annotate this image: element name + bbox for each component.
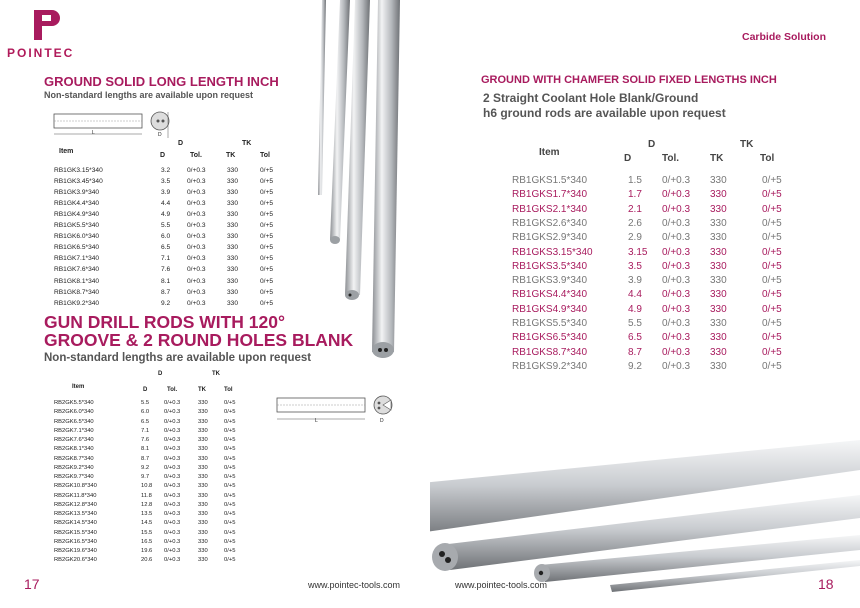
cell-tk: 330 xyxy=(198,529,208,536)
cell-tol: 0/+0.3 xyxy=(164,437,181,443)
right-subtitle-line1: 2 Straight Coolant Hole Blank/Ground xyxy=(483,91,699,105)
cell-tol: 0/+0.3 xyxy=(164,501,181,508)
cell-tol: 0/+0.3 xyxy=(662,318,691,329)
header-d-group: D xyxy=(648,139,656,150)
cell-d: 5.5 xyxy=(141,400,150,406)
cell-tol: 0/+0.3 xyxy=(187,244,206,252)
cell-d: 9.7 xyxy=(141,474,150,480)
cell-item: RB1GK7.1*340 xyxy=(54,255,100,263)
cell-tk: 330 xyxy=(227,299,239,307)
cell-tk: 330 xyxy=(710,318,727,329)
cell-item: RB2GK6.5*340 xyxy=(54,418,94,425)
cell-tk: 330 xyxy=(227,266,239,274)
cell-tk: 330 xyxy=(198,455,208,462)
cell-d: 7.1 xyxy=(161,255,171,263)
table-row xyxy=(54,178,314,189)
cell-tk: 330 xyxy=(227,244,239,252)
section1-subtitle: Non-standard lengths are available upon request xyxy=(44,90,254,100)
cell-tol2: 0/+5 xyxy=(762,189,782,201)
table-row xyxy=(512,189,812,203)
cell-item: RB2GK6.0*340 xyxy=(54,409,94,416)
cell-item: RB2GK8.7*340 xyxy=(54,455,94,462)
cell-tol2: 0/+5 xyxy=(260,167,274,174)
cell-item: RB1GK8.1*340 xyxy=(54,277,100,285)
cell-tol: 0/+0.3 xyxy=(662,360,691,372)
cell-tk: 330 xyxy=(710,246,727,258)
cell-tol2: 0/+5 xyxy=(224,464,236,471)
cell-tk: 330 xyxy=(710,175,727,186)
section2-title-line2: GROOVE & 2 ROUND HOLES BLANK xyxy=(44,330,354,350)
cell-tk: 330 xyxy=(227,167,239,174)
cell-d: 1.7 xyxy=(628,189,642,201)
cell-d: 9.2 xyxy=(141,464,150,471)
cell-tol: 0/+0.3 xyxy=(164,474,181,480)
cell-tk: 330 xyxy=(198,520,208,527)
cell-d: 3.9 xyxy=(628,275,642,287)
cell-tol2: 0/+5 xyxy=(762,217,782,229)
cell-tk: 330 xyxy=(198,548,208,554)
cell-tk: 330 xyxy=(198,437,208,443)
table-row xyxy=(512,289,812,303)
cell-item: RB1GKS1.5*340 xyxy=(512,175,588,186)
cell-tol2: 0/+5 xyxy=(260,288,274,296)
cell-d: 7.6 xyxy=(141,437,150,443)
cell-d: 2.9 xyxy=(628,232,642,244)
cell-tol: 0/+0.3 xyxy=(662,217,691,229)
cell-tk: 330 xyxy=(198,418,208,425)
cell-tk: 330 xyxy=(227,211,239,219)
table-row xyxy=(512,232,812,246)
cell-d: 9.2 xyxy=(161,299,171,307)
table-row xyxy=(512,361,812,375)
cell-d: 7.6 xyxy=(161,266,171,274)
cell-d: 2.6 xyxy=(628,217,642,229)
table-row xyxy=(512,247,812,261)
cell-d: 3.9 xyxy=(161,189,171,197)
cell-tol: 0/+0.3 xyxy=(187,288,206,296)
table-row xyxy=(54,278,314,289)
cell-tol2: 0/+5 xyxy=(224,520,236,527)
cell-d: 20.6 xyxy=(141,557,153,564)
cell-d: 14.5 xyxy=(141,520,153,527)
header-tk: TK xyxy=(226,152,236,159)
cell-item: RB2GK11.8*340 xyxy=(54,492,97,499)
right-subtitle-line2: h6 ground rods are available upon request xyxy=(483,106,726,120)
cell-tol2: 0/+5 xyxy=(762,246,782,258)
cell-tk: 330 xyxy=(198,409,208,416)
cell-item: RB2GK13.5*340 xyxy=(54,511,97,517)
cell-tol: 0/+0.3 xyxy=(164,548,181,554)
cell-d: 7.1 xyxy=(141,427,150,434)
cell-tol: 0/+0.3 xyxy=(187,167,206,174)
right-table xyxy=(512,138,792,378)
cell-tk: 330 xyxy=(198,557,208,564)
cell-d: 6.5 xyxy=(628,332,642,344)
cell-item: RB2GK15.5*340 xyxy=(54,529,97,536)
cell-d: 8.1 xyxy=(141,446,150,453)
cell-d: 4.4 xyxy=(161,200,171,208)
cell-item: RB1GKS9.2*340 xyxy=(512,360,588,372)
cell-d: 4.9 xyxy=(161,211,171,219)
cell-item: RB1GKS2.9*340 xyxy=(512,232,588,244)
cell-tol: 0/+0.3 xyxy=(662,289,691,301)
right-title: GROUND WITH CHAMFER SOLID FIXED LENGTHS INCH xyxy=(481,74,777,86)
cell-tol2: 0/+5 xyxy=(260,222,274,230)
table-row xyxy=(54,200,314,211)
cell-tol2: 0/+5 xyxy=(762,360,782,372)
header-tol: Tol. xyxy=(167,387,178,393)
cell-d: 6.0 xyxy=(161,233,171,241)
header-tol2: Tol xyxy=(760,153,775,164)
cell-tol2: 0/+5 xyxy=(762,318,782,329)
cell-tol2: 0/+5 xyxy=(224,446,236,453)
cell-tol2: 0/+5 xyxy=(762,303,782,315)
cell-tol: 0/+0.3 xyxy=(187,178,206,186)
cell-tol2: 0/+5 xyxy=(260,266,274,274)
cell-item: RB2GK9.7*340 xyxy=(54,474,94,480)
table-row xyxy=(512,175,812,189)
cell-tol2: 0/+5 xyxy=(762,203,782,215)
cell-tol: 0/+0.3 xyxy=(662,275,691,287)
table-row xyxy=(512,332,812,346)
website-url-left[interactable]: www.pointec-tools.com xyxy=(308,580,401,590)
cell-tol: 0/+0.3 xyxy=(662,346,691,358)
cell-tol2: 0/+5 xyxy=(762,332,782,344)
cell-item: RB1GK4.4*340 xyxy=(54,200,100,208)
cell-tol: 0/+0.3 xyxy=(662,260,691,272)
cell-tol2: 0/+5 xyxy=(260,277,274,285)
cell-tk: 330 xyxy=(198,538,208,545)
cell-tol: 0/+0.3 xyxy=(164,446,181,453)
cell-tol2: 0/+5 xyxy=(224,492,236,499)
cell-tol2: 0/+5 xyxy=(224,529,236,536)
cell-item: RB2GK19.6*340 xyxy=(54,548,97,554)
cell-tol: 0/+0.3 xyxy=(164,400,181,406)
cell-item: RB1GKS6.5*340 xyxy=(512,332,588,344)
header-d-group: D xyxy=(178,140,184,147)
section2-title-line1: GUN DRILL RODS WITH 120° xyxy=(44,312,286,332)
section2-table xyxy=(54,371,294,571)
cell-tol: 0/+0.3 xyxy=(187,200,206,208)
cell-tol: 0/+0.3 xyxy=(164,511,181,517)
table-row xyxy=(512,318,812,332)
header-item: Item xyxy=(539,147,560,158)
cell-tk: 330 xyxy=(710,217,727,229)
diagram2-length-label: L xyxy=(315,418,318,424)
cell-item: RB1GKS8.7*340 xyxy=(512,346,588,358)
cell-tol2: 0/+5 xyxy=(224,474,236,480)
cell-item: RB1GKS2.1*340 xyxy=(512,203,588,215)
table-row xyxy=(54,557,314,568)
cell-d: 3.15 xyxy=(628,246,648,258)
cell-tol: 0/+0.3 xyxy=(164,427,181,434)
cell-d: 4.9 xyxy=(628,303,642,315)
cell-item: RB1GKS3.5*340 xyxy=(512,260,588,272)
header-carbide-solution: Carbide Solution xyxy=(742,31,826,43)
cell-d: 11.8 xyxy=(141,492,152,499)
header-item: Item xyxy=(59,148,74,155)
cell-d: 10.8 xyxy=(141,483,153,490)
cell-item: RB1GKS2.6*340 xyxy=(512,217,588,229)
cell-tk: 330 xyxy=(198,427,208,434)
cell-item: RB2GK16.5*340 xyxy=(54,538,97,545)
website-url-right[interactable]: www.pointec-tools.com xyxy=(455,580,548,590)
cell-tol2: 0/+5 xyxy=(762,260,782,272)
cell-d: 4.4 xyxy=(628,289,642,301)
header-d: D xyxy=(143,387,148,393)
cell-item: RB2GK14.5*340 xyxy=(54,520,97,527)
cell-item: RB1GKS3.15*340 xyxy=(512,246,593,258)
cell-d: 5.5 xyxy=(161,222,171,230)
cell-tol2: 0/+5 xyxy=(224,511,236,517)
cell-tol: 0/+0.3 xyxy=(164,520,181,527)
cell-d: 16.5 xyxy=(141,538,153,545)
cell-item: RB2GK7.6*340 xyxy=(54,437,94,443)
pointec-logo-icon xyxy=(32,8,60,42)
cell-tk: 330 xyxy=(710,275,727,287)
cell-item: RB2GK12.8*340 xyxy=(54,501,97,508)
cell-tol2: 0/+5 xyxy=(224,501,236,508)
table-row xyxy=(512,204,812,218)
cell-d: 13.5 xyxy=(141,511,153,517)
cell-d: 6.0 xyxy=(141,409,150,416)
cell-tol: 0/+0.3 xyxy=(187,277,206,285)
cell-tk: 330 xyxy=(227,255,239,263)
cell-tk: 330 xyxy=(227,200,239,208)
cell-tol2: 0/+5 xyxy=(224,483,236,490)
cell-item: RB1GK5.5*340 xyxy=(54,222,100,230)
section1-title: GROUND SOLID LONG LENGTH INCH xyxy=(44,74,279,89)
cell-d: 8.7 xyxy=(161,288,171,296)
cell-item: RB2GK8.1*340 xyxy=(54,446,94,453)
cell-tol: 0/+0.3 xyxy=(164,418,181,425)
table-row xyxy=(512,218,812,232)
cell-tol: 0/+0.3 xyxy=(164,464,181,471)
cell-tk: 330 xyxy=(198,492,208,499)
cell-d: 8.7 xyxy=(628,346,642,358)
cell-tk: 330 xyxy=(710,332,727,344)
header-d: D xyxy=(624,153,632,164)
cell-tol2: 0/+5 xyxy=(224,548,236,554)
header-tk-group: TK xyxy=(740,139,754,150)
cell-tol2: 0/+5 xyxy=(260,211,274,219)
cell-tol2: 0/+5 xyxy=(260,189,274,197)
table-row xyxy=(54,222,314,233)
table-row xyxy=(54,244,314,255)
cell-d: 5.5 xyxy=(628,318,642,329)
cell-tol: 0/+0.3 xyxy=(662,175,691,186)
right-subtitle xyxy=(483,91,726,121)
cell-d: 1.5 xyxy=(628,175,642,186)
cell-d: 8.1 xyxy=(161,277,171,285)
cell-d: 2.1 xyxy=(628,203,642,215)
cell-d: 3.5 xyxy=(628,260,642,272)
cell-tk: 330 xyxy=(710,289,727,301)
cell-tol: 0/+0.3 xyxy=(164,492,181,499)
cell-d: 19.6 xyxy=(141,548,153,554)
diagram-length-label: L xyxy=(92,130,95,136)
cell-tol2: 0/+5 xyxy=(260,299,274,307)
table-row xyxy=(512,304,812,318)
table-row xyxy=(54,300,314,311)
header-tol2: Tol xyxy=(260,152,270,159)
cell-item: RB1GK6.5*340 xyxy=(54,244,100,252)
header-item: Item xyxy=(72,384,85,390)
table-row xyxy=(54,289,314,300)
cell-item: RB1GK6.0*340 xyxy=(54,233,100,241)
section2-subtitle: Non-standard lengths are available upon request xyxy=(44,352,312,364)
cell-item: RB1GK4.9*340 xyxy=(54,211,100,219)
cell-tk: 330 xyxy=(198,474,208,480)
cell-tol: 0/+0.3 xyxy=(662,303,691,315)
cell-item: RB2GK7.1*340 xyxy=(54,427,94,434)
cell-tk: 330 xyxy=(710,203,727,215)
cell-tol: 0/+0.3 xyxy=(187,211,206,219)
cell-tk: 330 xyxy=(227,288,239,296)
cell-item: RB1GK7.6*340 xyxy=(54,266,100,274)
cell-tol: 0/+0.3 xyxy=(187,266,206,274)
cell-d: 6.5 xyxy=(161,244,171,252)
cell-tk: 330 xyxy=(710,360,727,372)
cell-tol2: 0/+5 xyxy=(224,455,236,462)
cell-tk: 330 xyxy=(227,178,239,186)
cell-tk: 330 xyxy=(227,222,239,230)
right-page xyxy=(430,0,860,608)
cell-tol: 0/+0.3 xyxy=(662,203,691,215)
brand-name: POINTEC xyxy=(7,46,75,60)
cell-tk: 330 xyxy=(710,346,727,358)
cell-tol2: 0/+5 xyxy=(260,200,274,208)
cell-tol: 0/+0.3 xyxy=(187,233,206,241)
cell-tk: 330 xyxy=(198,483,208,490)
cell-tol2: 0/+5 xyxy=(224,409,236,416)
cell-item: RB2GK9.2*340 xyxy=(54,464,94,471)
cell-tol2: 0/+5 xyxy=(224,437,236,443)
cell-tk: 330 xyxy=(710,260,727,272)
cell-tol2: 0/+5 xyxy=(260,255,274,263)
cell-tol2: 0/+5 xyxy=(224,427,236,434)
table-row xyxy=(54,266,314,277)
cell-item: RB1GKS4.4*340 xyxy=(512,289,588,301)
cell-item: RB1GKS4.9*340 xyxy=(512,303,588,315)
cell-tk: 330 xyxy=(227,277,239,285)
cell-tol: 0/+0.3 xyxy=(164,529,181,536)
cell-tk: 330 xyxy=(710,189,727,201)
cell-tk: 330 xyxy=(198,464,208,471)
table-row xyxy=(54,255,314,266)
header-tk: TK xyxy=(198,387,206,393)
cell-tk: 330 xyxy=(227,233,239,241)
cell-tk: 330 xyxy=(198,400,208,406)
header-d: D xyxy=(160,152,166,159)
header-d-group: D xyxy=(158,371,163,377)
cell-tk: 330 xyxy=(198,446,208,453)
header-tol: Tol. xyxy=(190,152,202,159)
cell-tol2: 0/+5 xyxy=(762,289,782,301)
header-tol: Tol. xyxy=(662,153,680,164)
cell-tol: 0/+0.3 xyxy=(187,299,206,307)
cell-d: 3.5 xyxy=(161,178,171,186)
cell-tol: 0/+0.3 xyxy=(187,189,206,197)
cell-tol: 0/+0.3 xyxy=(662,189,691,201)
cell-tk: 330 xyxy=(198,501,208,508)
cell-tol2: 0/+5 xyxy=(224,400,236,406)
cell-d: 3.2 xyxy=(161,167,171,174)
cell-tol: 0/+0.3 xyxy=(164,455,181,462)
table-row xyxy=(512,347,812,361)
cell-tk: 330 xyxy=(710,232,727,244)
section2-title xyxy=(44,313,353,349)
cell-tol2: 0/+5 xyxy=(762,275,782,287)
cell-tol: 0/+0.3 xyxy=(187,255,206,263)
cell-item: RB1GK3.15*340 xyxy=(54,167,103,174)
cell-tol2: 0/+5 xyxy=(224,557,236,564)
cell-tol2: 0/+5 xyxy=(762,346,782,358)
cell-d: 6.5 xyxy=(141,418,150,425)
table-row xyxy=(54,167,314,178)
cell-d: 15.5 xyxy=(141,529,153,536)
cell-item: RB2GK5.5*340 xyxy=(54,400,94,406)
cell-tol2: 0/+5 xyxy=(762,175,782,186)
cell-item: RB1GK3.9*340 xyxy=(54,189,100,197)
section1-table xyxy=(54,140,294,310)
cell-tol2: 0/+5 xyxy=(260,244,274,252)
diagram-diameter-label: D xyxy=(158,132,162,138)
cell-tol: 0/+0.3 xyxy=(164,483,181,490)
table-row xyxy=(512,261,812,275)
header-tol2: Tol xyxy=(224,387,233,393)
cell-tk: 330 xyxy=(227,189,239,197)
cell-tol: 0/+0.3 xyxy=(164,557,181,564)
cell-item: RB1GK3.45*340 xyxy=(54,178,103,186)
cell-tol: 0/+0.3 xyxy=(662,246,691,258)
cell-tol2: 0/+5 xyxy=(260,178,274,186)
cell-tol: 0/+0.3 xyxy=(662,232,691,244)
diagram2-diameter-label: D xyxy=(380,418,384,424)
cell-d: 12.8 xyxy=(141,501,153,508)
cell-item: RB2GK20.6*340 xyxy=(54,557,97,564)
header-tk-group: TK xyxy=(242,140,252,147)
table-row xyxy=(54,211,314,222)
cell-tk: 330 xyxy=(710,303,727,315)
table-row xyxy=(54,189,314,200)
page-number-left: 17 xyxy=(24,576,40,592)
cell-item: RB1GKS3.9*340 xyxy=(512,275,588,287)
cell-item: RB1GKS5.5*340 xyxy=(512,318,588,329)
cell-item: RB2GK10.8*340 xyxy=(54,483,97,490)
cell-item: RB1GK8.7*340 xyxy=(54,288,100,296)
cell-item: RB1GKS1.7*340 xyxy=(512,189,588,201)
cell-d: 9.2 xyxy=(628,360,642,372)
header-tk-group: TK xyxy=(212,371,220,377)
cell-tk: 330 xyxy=(198,511,208,517)
cell-tol2: 0/+5 xyxy=(224,418,236,425)
cell-tol: 0/+0.3 xyxy=(164,538,181,545)
header-tk: TK xyxy=(710,153,724,164)
cell-tol: 0/+0.3 xyxy=(662,332,691,344)
cell-d: 8.7 xyxy=(141,455,150,462)
cell-tol: 0/+0.3 xyxy=(187,222,206,230)
table-row xyxy=(512,275,812,289)
page-number-right: 18 xyxy=(818,576,834,592)
cell-item: RB1GK9.2*340 xyxy=(54,299,100,307)
cell-tol2: 0/+5 xyxy=(260,233,274,241)
cell-tol2: 0/+5 xyxy=(224,538,236,545)
cell-tol: 0/+0.3 xyxy=(164,409,181,416)
table-row xyxy=(54,233,314,244)
cell-tol2: 0/+5 xyxy=(762,232,782,244)
